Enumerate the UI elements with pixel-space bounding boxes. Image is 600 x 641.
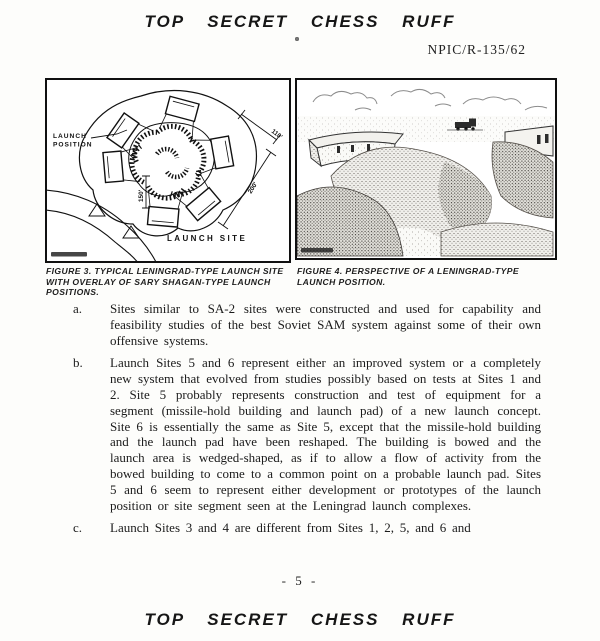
figure4-frame: [295, 78, 557, 260]
paragraph-b: [73, 355, 541, 513]
dimension-110-label: 110': [269, 128, 284, 141]
header-classification: TOP SECRET CHESS RUFF: [144, 12, 456, 31]
dimension-150-label: 150': [138, 189, 145, 202]
launch-position-label-line2: POSITION: [53, 141, 93, 149]
launch-site-label: LAUNCH SITE: [167, 234, 248, 243]
footer-classification: TOP SECRET CHESS RUFF: [144, 610, 456, 629]
figure-credit-smudge: [301, 248, 333, 253]
page-number: - 5 -: [281, 573, 319, 588]
document-number: NPIC/R-135/62: [427, 42, 526, 57]
paragraph-a: [73, 301, 541, 348]
scan-artifact-dot: [295, 37, 299, 41]
figure3-caption: FIGURE 3. TYPICAL LENINGRAD-TYPE LAUNCH SITE WITH OVERLAY OF SARY SHAGAN-TYPE LAUNCH POSITIONS.: [46, 266, 284, 298]
launch-site-inner-outline: [129, 123, 215, 197]
body-text: [73, 301, 541, 543]
paragraph-a-label: a.: [73, 301, 83, 316]
dimension-200-label: 200': [246, 181, 260, 196]
figure4-perspective-sketch: [297, 80, 555, 258]
paragraph-b-label: b.: [73, 355, 83, 371]
paragraph-b-text: Launch Sites 5 and 6 represent either an improved system or a completely new system that evolved from studies possibly based on tests at Sites 1 and 2. Site 5 probably represents construction and test of equipment for a segment (missile-hold building and launch pad) of a new launch concept. Site 6 is essentially the same as Site 5, except that the missile-hold building and the launch pad have been reshaped. The building is bowed and the launch area is wedged-shaped, as if to allow a flow of activity from the bowed building to come to a common point on a probable launch pad. Sites 5 and 6 seem to represent either development or prototypes of the launch position or site segment seen at the Leningrad launch complexes.: [110, 355, 541, 513]
paragraph-a-text: Sites similar to SA-2 sites were constructed and used for capability and feasibility studies of the best Soviet SAM system against some of their own offensive systems.: [110, 301, 541, 348]
launch-position-label-line1: LAUNCH: [53, 133, 87, 140]
figure4-caption: FIGURE 4. PERSPECTIVE OF A LENINGRAD-TYPE LAUNCH POSITION.: [297, 266, 520, 287]
paragraph-c: [73, 520, 541, 536]
figure3-diagram: [47, 80, 289, 261]
figure3-frame: [45, 78, 291, 263]
berm-foreground-right: [441, 223, 553, 256]
figure-credit-smudge: [51, 252, 87, 257]
paragraph-c-label: c.: [73, 520, 83, 536]
paragraph-c-text: Launch Sites 3 and 4 are different from Sites 1, 2, 5, and 6 and: [110, 520, 471, 536]
